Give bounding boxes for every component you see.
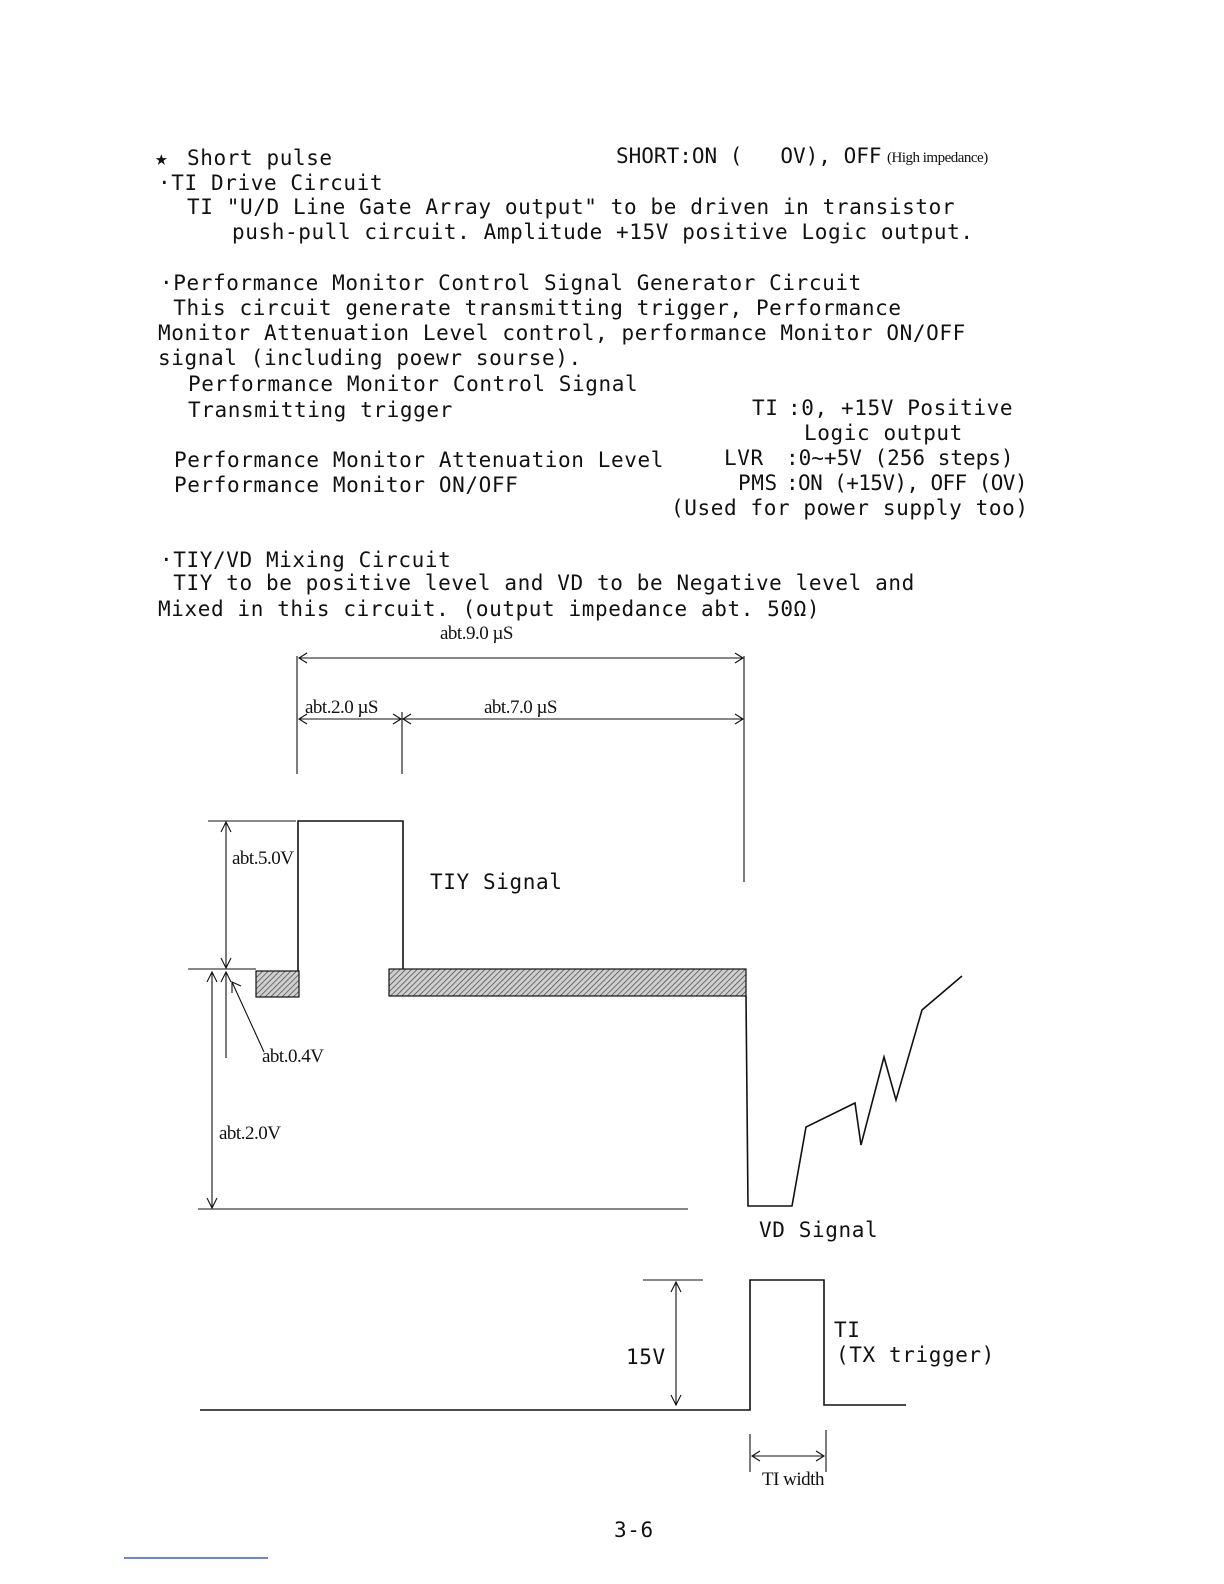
short-pulse-state-note: (High impedance) — [887, 150, 988, 166]
pm-control-line3: signal (including poewr sourse). — [158, 346, 582, 370]
label-amp-base: abt.2.0V — [219, 1123, 281, 1144]
label-ti-width: TI width — [762, 1469, 824, 1490]
label-tiy-signal: TIY Signal — [430, 870, 563, 894]
signal-note: (Used for power supply too) — [671, 496, 1029, 520]
pm-control-line1: This circuit generate transmitting trigger, Performance — [160, 296, 902, 320]
pm-control-subheading: Performance Monitor Control Signal — [188, 372, 639, 396]
ti-width-dim — [750, 1430, 826, 1472]
amp-arrow-5v — [188, 821, 296, 969]
vd-waveform — [746, 976, 962, 1206]
signal-label-onoff: Performance Monitor ON/OFF — [174, 473, 519, 497]
pm-control-heading: ·Performance Monitor Control Signal Generator Circuit — [160, 271, 862, 295]
signal-code-lvr: LVR — [724, 446, 764, 470]
dim-split-2us-7us — [299, 712, 743, 774]
label-ti: TI — [834, 1318, 861, 1342]
dim-total-9us — [297, 653, 744, 882]
label-vd-signal: VD Signal — [759, 1218, 879, 1242]
tiy-base-segment-right — [389, 969, 746, 996]
mixing-heading: ·TIY/VD Mixing Circuit — [160, 548, 452, 572]
label-dim-total: abt.9.0 µS — [440, 623, 513, 644]
page-number: 3-6 — [614, 1518, 654, 1542]
signal-label-attenuation: Performance Monitor Attenuation Level — [174, 448, 664, 472]
mixing-line1: TIY to be positive level and VD to be Negative level and — [160, 571, 915, 595]
label-ti-desc: (TX trigger) — [836, 1343, 995, 1367]
label-amp-tiy: abt.5.0V — [232, 848, 294, 869]
signal-label-tx-trigger: Transmitting trigger — [188, 398, 453, 422]
label-amp-offset: abt.0.4V — [262, 1046, 324, 1067]
signal-value-ti: :0, +15V Positive — [788, 396, 1014, 420]
label-dim-second: abt.7.0 µS — [484, 697, 557, 718]
signal-value-lvr: :0~+5V (256 steps) — [786, 446, 1014, 470]
tiy-pulse — [298, 821, 403, 971]
signal-value-ti-cont: Logic output — [804, 421, 963, 445]
label-dim-first: abt.2.0 µS — [305, 697, 378, 718]
tiy-waveform — [256, 821, 746, 997]
mixing-line2: Mixed in this circuit. (output impedance abt. 50Ω) — [158, 597, 821, 621]
ti-drive-line2: push-pull circuit. Amplitude +15V positive Logic output. — [232, 220, 974, 244]
short-pulse-title: Short pulse — [187, 146, 333, 170]
ti-drive-heading: ·TI Drive Circuit — [158, 171, 384, 195]
ti-waveform — [200, 1280, 906, 1410]
ti-pulse — [200, 1280, 906, 1410]
pm-control-line2: Monitor Attenuation Level control, performance Monitor ON/OFF — [158, 321, 966, 345]
signal-code-pms: PMS — [738, 471, 778, 495]
signal-value-pms: :ON (+15V), OFF (OV) — [786, 471, 1027, 495]
tiy-base-segment-left — [256, 971, 299, 997]
signal-code-ti: TI — [752, 396, 779, 420]
label-ti-amp: 15V — [626, 1345, 666, 1369]
ti-drive-line1: TI "U/D Line Gate Array output" to be driven in transistor — [187, 195, 956, 219]
short-pulse-state: SHORT:ON ( OV), OFF — [616, 144, 882, 168]
amp-arrow-2v — [198, 972, 688, 1209]
star-icon: ★ — [155, 146, 169, 170]
